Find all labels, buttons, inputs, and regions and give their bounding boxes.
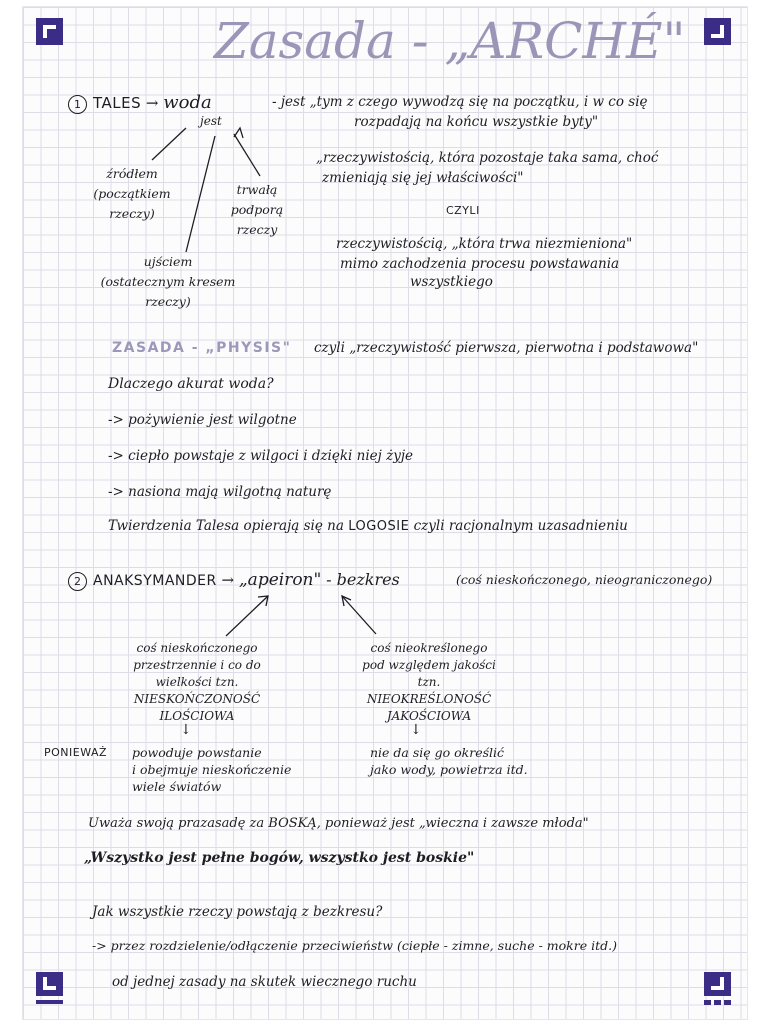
tales-definition-line2: rozpadają na końcu wszystkie byty" bbox=[354, 114, 599, 130]
left-result: powoduje powstanie i obejmuje nieskończenie wiele światów bbox=[132, 745, 292, 794]
qualitative-indeterminacy-note: coś nieokreślonego pod względem jakości tzn. NIEOKREŚLONOŚĆ JAKOŚCIOWA bbox=[362, 641, 496, 723]
tales-quote3-line3: wszystkiego bbox=[410, 274, 493, 290]
how-answer-line1: -> przez rozdzielenie/odłączenie przeciwieństw (ciepłe - zimne, suche - mokre itd.) bbox=[92, 938, 617, 953]
physis-definition: czyli „rzeczywistość pierwsza, pierwotna i podstawowa" bbox=[314, 340, 699, 356]
section-number-badge: 1 bbox=[68, 95, 87, 114]
arrow-down-icon: ↓ bbox=[410, 722, 422, 738]
how-question: Jak wszystkie rzeczy powstają z bezkresu? bbox=[92, 904, 383, 920]
tales-quote2-line1: „rzeczywistością, która pozostaje taka sama, choć bbox=[316, 150, 659, 166]
bezkres-word: - bezkres bbox=[326, 570, 400, 589]
tales-quote2-line2: zmieniają się jej właściwości" bbox=[322, 170, 524, 186]
physis-label: ZASADA - „PHYSIS" bbox=[112, 340, 292, 356]
reason-item: -> pożywienie jest wilgotne bbox=[108, 412, 297, 428]
corner-logo-top-right-icon bbox=[704, 18, 731, 45]
tales-definition-line1: - jest „tym z czego wywodzą się na początku, i w co się bbox=[272, 94, 648, 110]
quantitative-infinity-note: coś nieskończonego przestrzennie i co do wielkości tzn. NIESKOŃCZONOŚĆ ILOŚCIOWA bbox=[133, 641, 261, 723]
reason-item: -> nasiona mają wilgotną naturę bbox=[108, 484, 332, 500]
branch-outlet: ujściem (ostatecznym kresem rzeczy) bbox=[100, 254, 236, 309]
corner-logo-bottom-right-icon bbox=[704, 972, 731, 1006]
branch-source: źródłem (początkiem rzeczy) bbox=[93, 166, 171, 221]
gods-quote: „Wszystko jest pełne bogów, wszystko jest boskie" bbox=[84, 850, 475, 866]
logos-post: czyli racjonalnym uzasadnieniu bbox=[413, 518, 628, 534]
jest-label: jest bbox=[200, 114, 222, 128]
corner-logo-top-left-icon bbox=[36, 18, 63, 45]
arche-word: woda bbox=[163, 92, 212, 113]
tales-quote3-line2: mimo zachodzenia procesu powstawania bbox=[340, 256, 620, 272]
anaksymander-heading bbox=[68, 570, 400, 591]
divine-principle-line: Uważa swoją prazasadę za BOSKĄ, ponieważ jest „wieczna i zawsze młoda" bbox=[88, 816, 589, 831]
philosopher-name: ANAKSYMANDER bbox=[93, 573, 217, 589]
because-label: PONIEWAŻ bbox=[44, 746, 108, 759]
arrow-right-icon: → bbox=[145, 94, 159, 112]
section-number-badge: 2 bbox=[68, 572, 87, 591]
reason-item: -> ciepło powstaje z wilgoci i dzięki niej żyje bbox=[108, 448, 414, 464]
corner-logo-bottom-left-icon bbox=[36, 972, 63, 1004]
philosopher-name: TALES bbox=[93, 94, 142, 112]
arrow-down-icon: ↓ bbox=[180, 722, 192, 738]
tales-quote3-line1: rzeczywistością, „która trwa niezmieniona" bbox=[336, 236, 633, 252]
apeiron-word: „apeiron" bbox=[238, 570, 322, 590]
how-answer-line2: od jednej zasady na skutek wiecznego ruchu bbox=[112, 974, 417, 990]
why-water-question: Dlaczego akurat woda? bbox=[108, 376, 274, 392]
logos-word: LOGOSIE bbox=[348, 519, 410, 534]
branch-support: trwałą podporą rzeczy bbox=[230, 182, 284, 237]
czyli-label: CZYLI bbox=[446, 204, 480, 217]
tales-heading bbox=[68, 92, 212, 114]
right-result: nie da się go określić jako wody, powietrza itd. bbox=[370, 745, 528, 777]
arrow-right-icon: → bbox=[221, 571, 235, 589]
logos-sentence bbox=[108, 518, 628, 534]
page-title: Zasada - „ARCHÉ" bbox=[214, 12, 686, 70]
logos-pre: Twierdzenia Talesa opierają się na bbox=[108, 518, 344, 534]
bezkres-description: (coś nieskończonego, nieograniczonego) bbox=[456, 572, 713, 587]
